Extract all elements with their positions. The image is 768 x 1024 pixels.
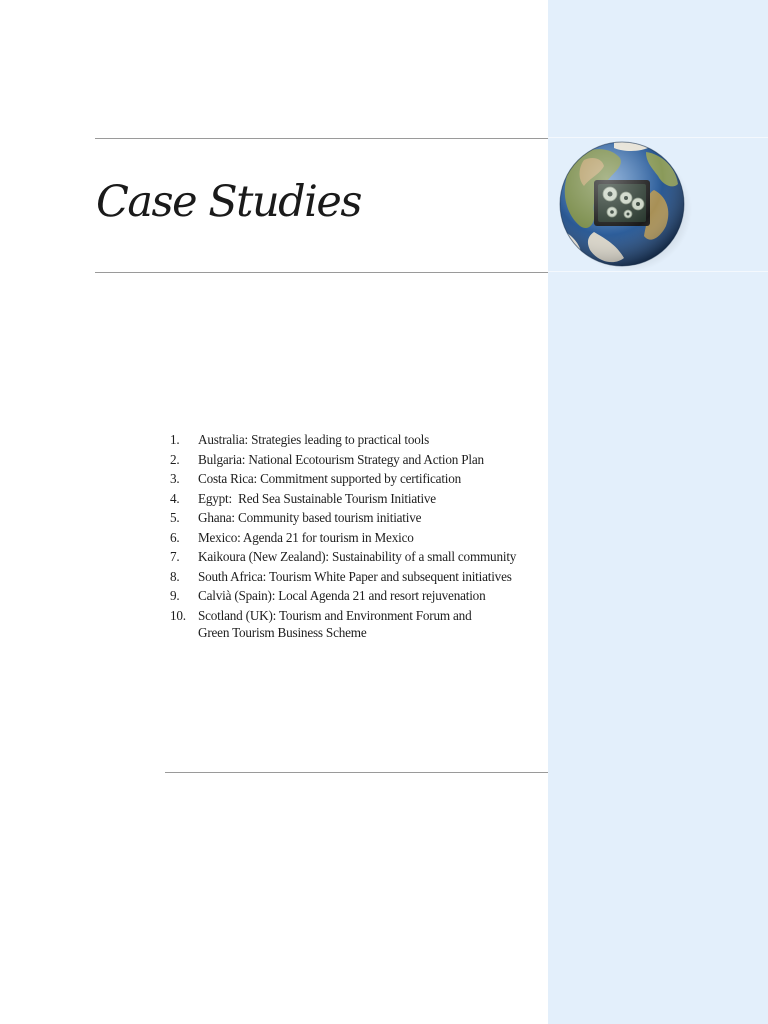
globe-with-gears-icon: [554, 140, 694, 272]
list-item-text: Calvià (Spain): Local Agenda 21 and resort rejuvenation: [198, 588, 486, 603]
list-item-number: 9.: [170, 588, 180, 603]
list-item-text: Egypt: Red Sea Sustainable Tourism Initiative: [198, 490, 436, 506]
page-title: Case Studies: [96, 177, 361, 227]
list-item-text: Costa Rica: Commitment supported by certification: [198, 471, 462, 486]
list-item-number: 1.: [170, 432, 180, 447]
list-item: [170, 508, 546, 528]
list-item: [170, 450, 546, 470]
list-item-number: 10.: [170, 607, 186, 623]
list-item-text: Kaikoura (New Zealand): Sustainability of a small community: [198, 549, 517, 564]
list-item: [170, 469, 546, 489]
list-item: [170, 586, 546, 606]
list-item-number: 6.: [170, 529, 180, 545]
list-item-text: Australia: Strategies leading to practical tools: [198, 432, 430, 447]
list-item-number: 5.: [170, 510, 180, 525]
list-item: [170, 547, 546, 567]
case-studies-list: [170, 430, 546, 641]
bottom-rule: [165, 772, 548, 773]
list-item-number: 2.: [170, 451, 180, 467]
list-item-text: Scotland (UK): Tourism and Environment Forum and Green Tourism Business Scheme: [198, 607, 472, 640]
list-item-number: 7.: [170, 549, 180, 564]
list-item-text: South Africa: Tourism White Paper and subsequent initiatives: [198, 568, 512, 584]
list-item: [170, 606, 546, 641]
list-item-number: 4.: [170, 490, 180, 506]
list-item-number: 3.: [170, 471, 180, 486]
list-item-number: 8.: [170, 568, 180, 584]
side-panel-divider: [548, 137, 768, 138]
list-item: [170, 567, 546, 587]
title-bottom-rule: [95, 272, 548, 273]
list-item: [170, 489, 546, 509]
top-rule: [95, 138, 548, 139]
list-item: [170, 430, 546, 450]
list-item-text: Ghana: Community based tourism initiative: [198, 510, 422, 525]
list-item: [170, 528, 546, 548]
list-item-text: Mexico: Agenda 21 for tourism in Mexico: [198, 529, 414, 545]
list-item-text: Bulgaria: National Ecotourism Strategy and Action Plan: [198, 451, 484, 467]
